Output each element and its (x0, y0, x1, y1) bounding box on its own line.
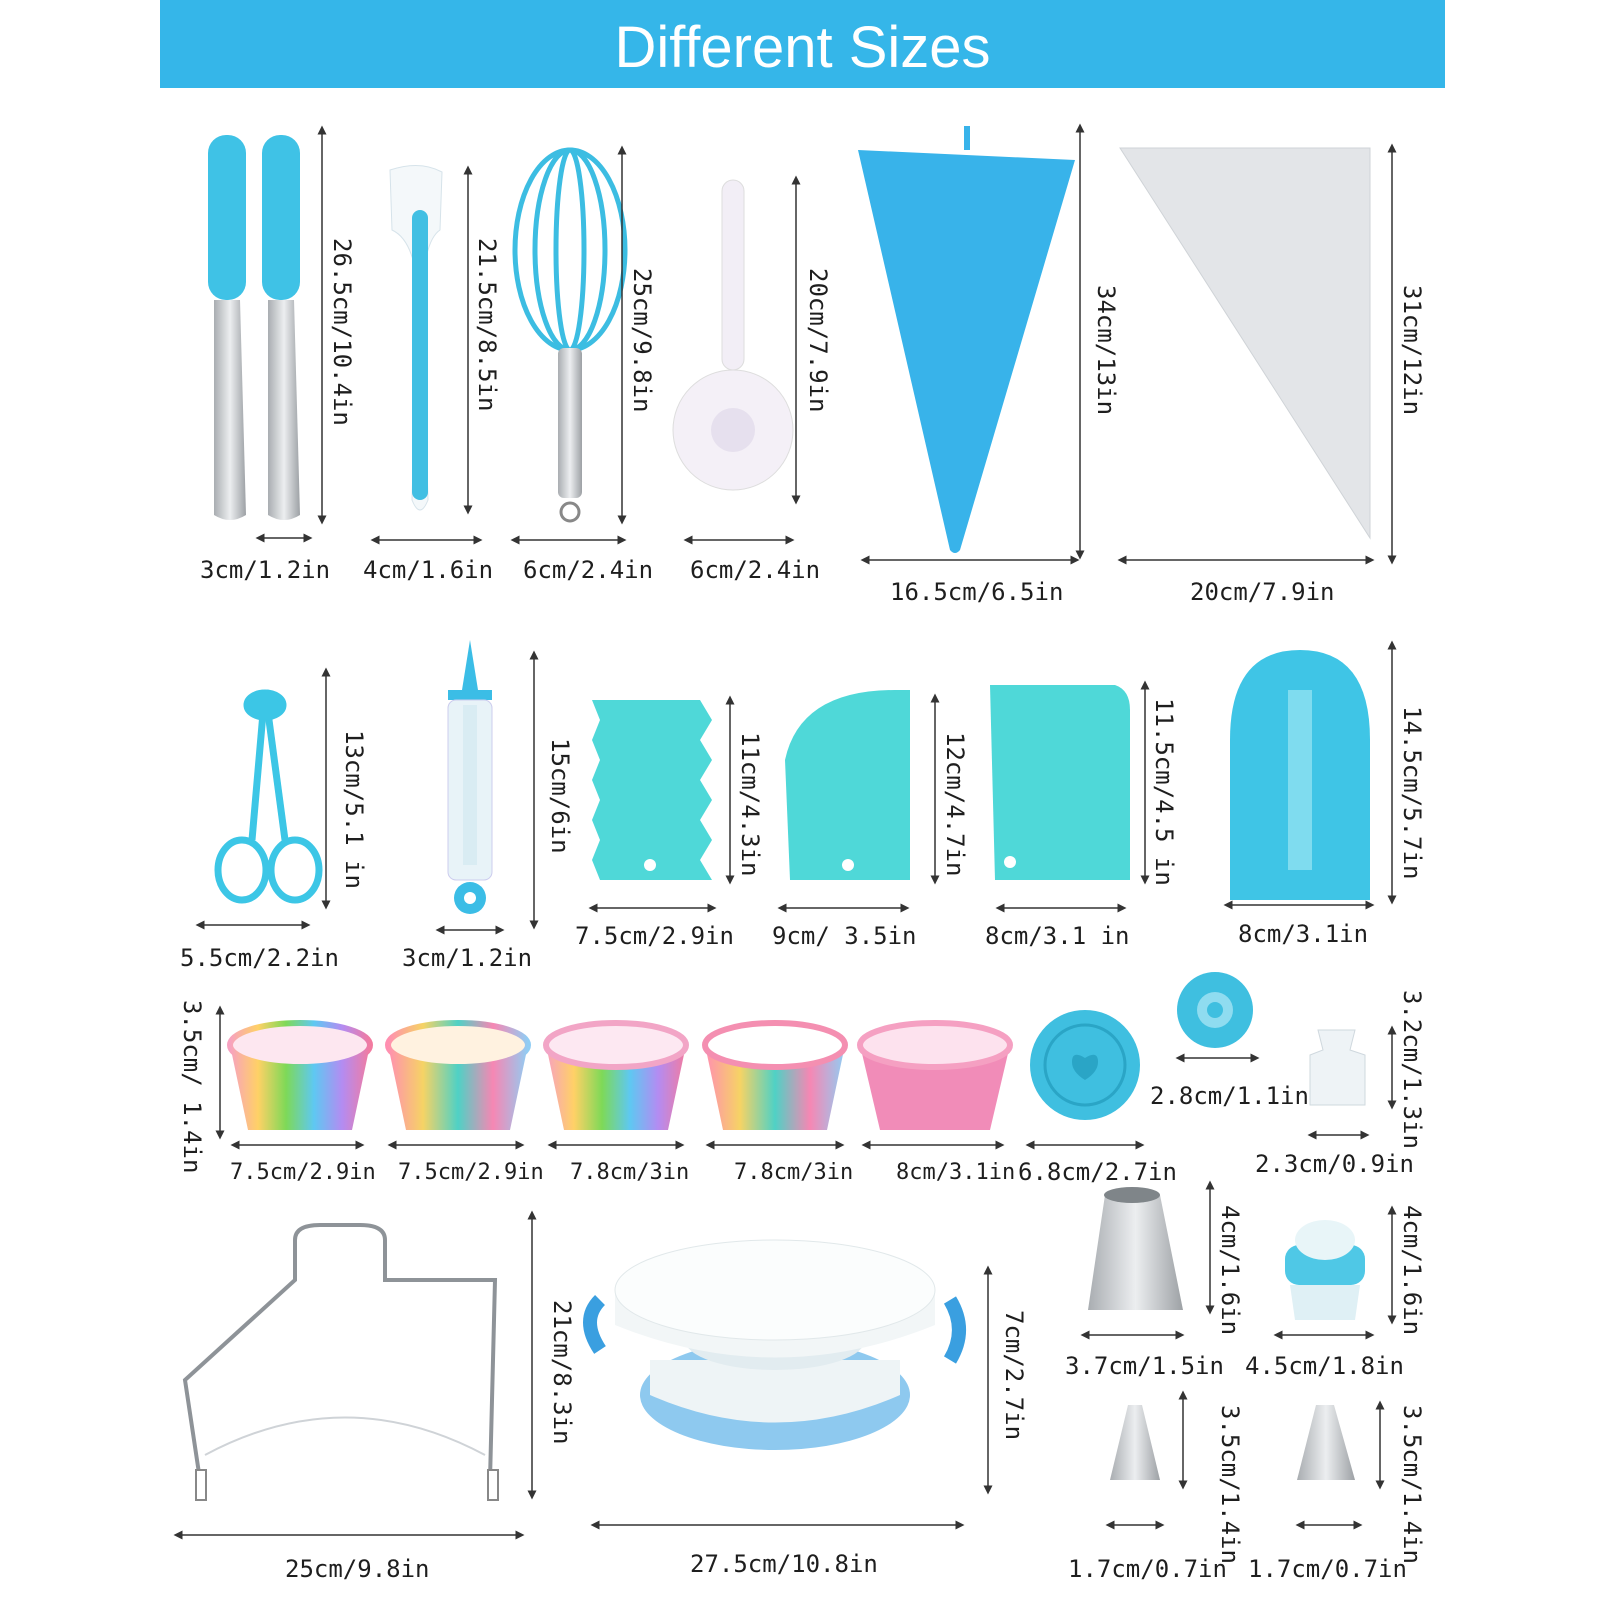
round-scraper-height-label: 12cm/4.7in (941, 732, 969, 877)
tri-coupler-width-label: 4.5cm/1.8in (1245, 1352, 1404, 1380)
decorating-pen (448, 640, 492, 914)
whisk (515, 150, 625, 521)
coupler-height-label: 3.2cm/1.3in (1398, 990, 1426, 1149)
silicone-piping-bag (858, 126, 1075, 553)
round-scraper (785, 690, 910, 880)
comb-scraper (592, 700, 712, 880)
piping-tip-2 (1297, 1405, 1355, 1480)
offset-spatula-pair (208, 135, 300, 520)
disposable-piping-bag (1120, 148, 1370, 538)
tip2-width-label: 1.7cm/0.7in (1248, 1555, 1407, 1583)
turntable-width-label: 27.5cm/10.8in (690, 1550, 878, 1578)
flat-scraper (990, 685, 1130, 880)
flower-scissors (218, 690, 319, 900)
rotating-turntable (590, 1240, 959, 1450)
flat-scraper-width-label: 8cm/3.1 in (985, 922, 1130, 950)
comb-scraper-width-label: 7.5cm/2.9in (575, 922, 734, 950)
comb-scraper-height-label: 11cm/4.3in (736, 732, 764, 877)
nail-width-label: 2.8cm/1.1in (1150, 1082, 1309, 1110)
whisk-height-label: 25cm/9.8in (628, 268, 656, 413)
coupler (1310, 1030, 1365, 1105)
silicone-scraper (390, 165, 442, 510)
leveler-height-label: 21cm/8.3in (548, 1300, 576, 1445)
cup5-width-label: 8cm/3.1in (896, 1160, 1016, 1185)
piping-tip-1 (1110, 1405, 1160, 1480)
flower-nail (1177, 972, 1253, 1048)
russian-piping-tip (1088, 1187, 1183, 1310)
cupcake-liner-4 (705, 1023, 845, 1130)
spatula-width-label: 3cm/1.2in (200, 556, 331, 584)
tip2-height-label: 3.5cm/1.4in (1398, 1405, 1426, 1564)
cup1-width-label: 7.5cm/2.9in (230, 1160, 376, 1185)
cupcake-liner-2 (388, 1023, 528, 1130)
silicone-bag-height-label: 34cm/13in (1092, 285, 1120, 416)
round-scraper-width-label: 9cm/ 3.5in (772, 922, 917, 950)
scissors-height-label: 13cm/5.1 in (340, 730, 368, 889)
pen-width-label: 3cm/1.2in (402, 944, 533, 972)
tip1-height-label: 3.5cm/1.4in (1216, 1405, 1244, 1564)
smoother-height-label: 14.5cm/5.7in (1398, 706, 1426, 880)
egg-separator (673, 180, 793, 490)
spatula-height-label: 26.5cm/10.4in (328, 238, 356, 426)
scissors-width-label: 5.5cm/2.2in (180, 944, 339, 972)
cup3-width-label: 7.8cm/3in (570, 1160, 690, 1185)
cupcake-liner-3 (546, 1023, 686, 1130)
separator-height-label: 20cm/7.9in (804, 268, 832, 413)
tri-color-coupler (1285, 1220, 1365, 1320)
stamp-width-label: 6.8cm/2.7in (1018, 1158, 1177, 1186)
cupcake-liner-5 (860, 1023, 1010, 1130)
whisk-width-label: 6cm/2.4in (523, 556, 654, 584)
turntable-height-label: 7cm/2.7in (1000, 1310, 1028, 1441)
cup2-width-label: 7.5cm/2.9in (398, 1160, 544, 1185)
disposable-bag-width-label: 20cm/7.9in (1190, 578, 1335, 606)
cup-height-label: 3.5cm/ 1.4in (178, 1000, 206, 1174)
tip1-width-label: 1.7cm/0.7in (1068, 1555, 1227, 1583)
cup4-width-label: 7.8cm/3in (734, 1160, 854, 1185)
smoother-width-label: 8cm/3.1in (1238, 920, 1369, 948)
separator-width-label: 6cm/2.4in (690, 556, 821, 584)
russian-tip-width-label: 3.7cm/1.5in (1065, 1352, 1224, 1380)
scraper-height-label: 21.5cm/8.5in (473, 238, 501, 412)
leveler-width-label: 25cm/9.8in (285, 1555, 430, 1583)
cupcake-liner-1 (230, 1023, 370, 1130)
russian-tip-height-label: 4cm/1.6in (1216, 1205, 1244, 1336)
scraper-width-label: 4cm/1.6in (363, 556, 494, 584)
coupler-width-label: 2.3cm/0.9in (1255, 1150, 1414, 1178)
cake-leveler (185, 1225, 498, 1500)
banner-title: Different Sizes (614, 15, 991, 80)
pen-height-label: 15cm/6in (546, 738, 574, 854)
flat-scraper-height-label: 11.5cm/4.5 in (1150, 698, 1178, 886)
silicone-bag-width-label: 16.5cm/6.5in (890, 578, 1064, 606)
tri-coupler-height-label: 4cm/1.6in (1398, 1205, 1426, 1336)
cake-smoother (1230, 650, 1370, 900)
cookie-stamp (1030, 1010, 1140, 1120)
disposable-bag-height-label: 31cm/12in (1398, 285, 1426, 416)
